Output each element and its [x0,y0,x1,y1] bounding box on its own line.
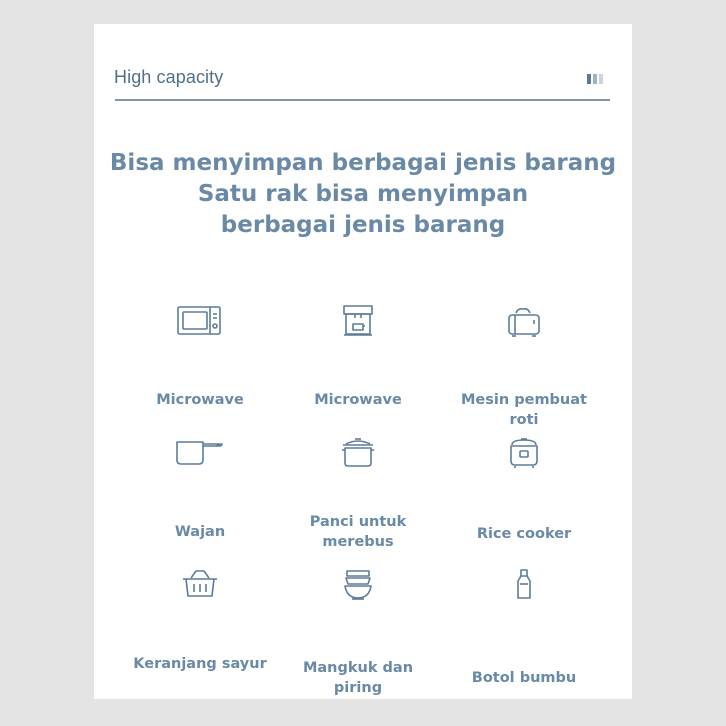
microwave-icon [177,304,223,342]
item-label: Rice cooker [476,526,572,542]
item-label: Panci untuk merebus [309,514,407,550]
headline-line: Bisa menyimpan berbagai jenis barang [109,150,617,176]
page-indicator-bar [587,74,591,84]
item-label: Mangkuk dan piring [302,660,414,696]
item-label: Microwave [156,392,244,408]
item-label: Keranjang sayur [133,656,267,672]
coffee-machine-icon [342,304,374,342]
item-label: Mesin pembuat roti [461,392,587,428]
seasoning-bottle-icon [514,568,534,606]
headline-line: berbagai jenis barang [220,212,506,238]
page-indicator-bar [599,74,603,84]
item-label: Botol bumbu [471,670,577,686]
content-card [94,24,632,699]
rice-cooker-icon [508,436,540,474]
basket-icon [181,568,219,604]
stock-pot-icon [340,436,376,472]
item-label: Microwave [314,392,402,408]
bowls-icon [342,568,374,606]
section-title: High capacity [114,67,224,87]
header-divider [115,99,610,101]
toaster-icon [507,304,541,342]
page-indicator [587,74,603,84]
headline [94,148,632,241]
headline-line: Satu rak bisa menyimpan [197,181,529,207]
saucepan-icon [175,436,225,472]
item-label: Wajan [174,524,226,540]
page-indicator-bar [593,74,597,84]
